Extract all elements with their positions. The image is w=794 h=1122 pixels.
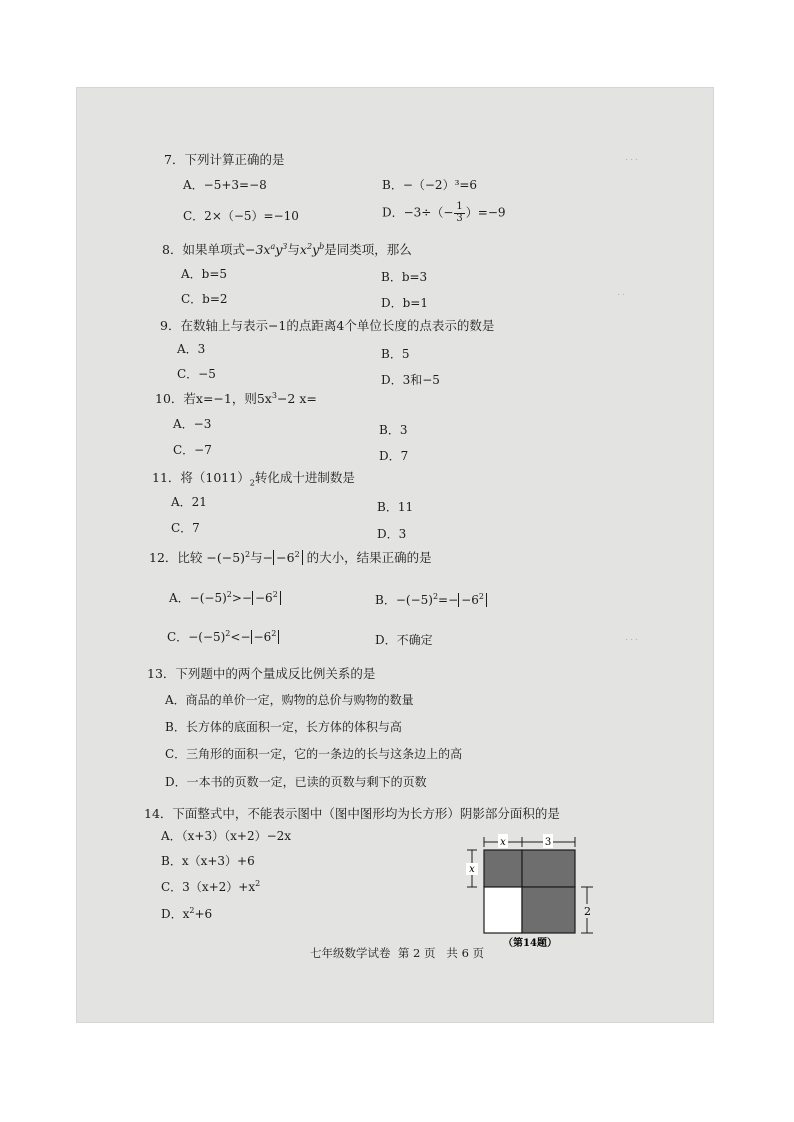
q14-stem: 14．下面整式中，不能表示图中（图中图形均为长方形）阴影部分面积的是	[144, 806, 560, 821]
shaded-bottom-right	[522, 887, 575, 933]
q12-option-a: A．$-(-5)^2>- -6^2$	[169, 592, 281, 604]
q10-option-a: A．−3	[173, 417, 212, 431]
q9-stem: 9．在数轴上与表示−1的点距离4个单位长度的点表示的数是	[160, 318, 495, 333]
q12-option-b: B．$-(-5)^2=- -6^2$	[375, 594, 487, 606]
q12-stem: 12．比较 $-(-5)^2$与− $-6^2$ 的大小，结果正确的是	[149, 549, 432, 565]
bleed-through-mark: ．．．	[625, 152, 645, 163]
q7-stem: 7．下列计算正确的是	[164, 152, 285, 167]
bleed-through-mark: ．．．	[625, 632, 645, 643]
q10-option-c: C．−7	[173, 443, 212, 457]
page-footer	[310, 945, 484, 961]
q11-option-c: C．7	[171, 521, 200, 535]
shaded-top-left	[484, 850, 522, 887]
q13-option-a: A．商品的单价一定，购物的总价与购物的数量	[165, 693, 414, 707]
q9-option-c: C．−5	[177, 367, 216, 381]
q9-option-a: A．3	[177, 342, 206, 356]
q14-option-a: A．（x+3）（x+2）−2x	[161, 829, 292, 843]
q14-option-c: C．$3(x+2)+x^2$	[161, 879, 261, 894]
fig-label-2: 2	[584, 905, 591, 918]
q10-stem: 10．若x=−1，则$5x^3-2$ x=	[155, 390, 317, 406]
q7-option-a: A．−5+3=−8	[183, 178, 267, 192]
exam-page	[77, 88, 713, 1022]
blank-bottom-left	[484, 887, 522, 933]
q12-option-c: C．$-(-5)^2<- -6^2$	[167, 631, 279, 643]
q7-option-c: C．2×（−5）=−10	[183, 209, 299, 223]
q11-option-d: D．3	[377, 527, 407, 541]
q8-option-d: D．b=1	[381, 296, 428, 310]
q7-option-b: B．−（−2）³=6	[382, 178, 478, 192]
q14-option-d: D．$x^2+6$	[161, 906, 213, 921]
footer-page: 第 2 页	[397, 946, 436, 960]
fraction: $\frac{1}{3}$	[456, 201, 463, 224]
q10-option-d: D．7	[379, 449, 409, 463]
q7-option-d: D．−3÷（− $\frac{1}{3}$ ）=−9	[382, 201, 506, 224]
q14-option-b: B．x（x+3）+6	[161, 854, 255, 868]
footer-course: 七年级数学试卷	[310, 946, 391, 960]
q13-option-d: D．一本书的页数一定，已读的页数与剩下的页数	[165, 775, 427, 789]
q8-option-a: A．b=5	[181, 267, 228, 281]
fig-label-x-top: x	[500, 837, 506, 848]
fig-label-x-left: x	[469, 864, 475, 875]
q9-option-d: D．3和−5	[381, 373, 440, 387]
q11-option-a: A．21	[171, 495, 207, 509]
bleed-through-mark: ．．	[617, 287, 632, 298]
q13-option-c: C．三角形的面积一定，它的一条边的长与这条边上的高	[165, 747, 463, 761]
q13-option-b: B．长方体的底面积一定，长方体的体积与高	[165, 720, 402, 734]
q11-stem: 11．将$(1011)_2$转化成十进制数是	[152, 470, 355, 488]
fig-caption: （第14题）	[503, 938, 557, 949]
shaded-top-right	[522, 850, 575, 887]
q8-option-c: C．b=2	[181, 292, 228, 306]
q8-stem: 8．如果单项式$-3x^ay^3$与$x^2y^b$是同类项，那么	[162, 241, 412, 257]
q13-stem: 13．下列题中的两个量成反比例关系的是	[147, 666, 376, 681]
fig-label-3: 3	[544, 837, 552, 848]
q14-figure	[462, 830, 602, 952]
q11-option-b: B．11	[377, 500, 414, 514]
q8-option-b: B．b=3	[381, 270, 428, 284]
q9-option-b: B．5	[381, 347, 410, 361]
q12-option-d: D．不确定	[375, 633, 433, 647]
footer-total: 共 6 页	[446, 946, 485, 960]
q10-option-b: B．3	[379, 423, 408, 437]
